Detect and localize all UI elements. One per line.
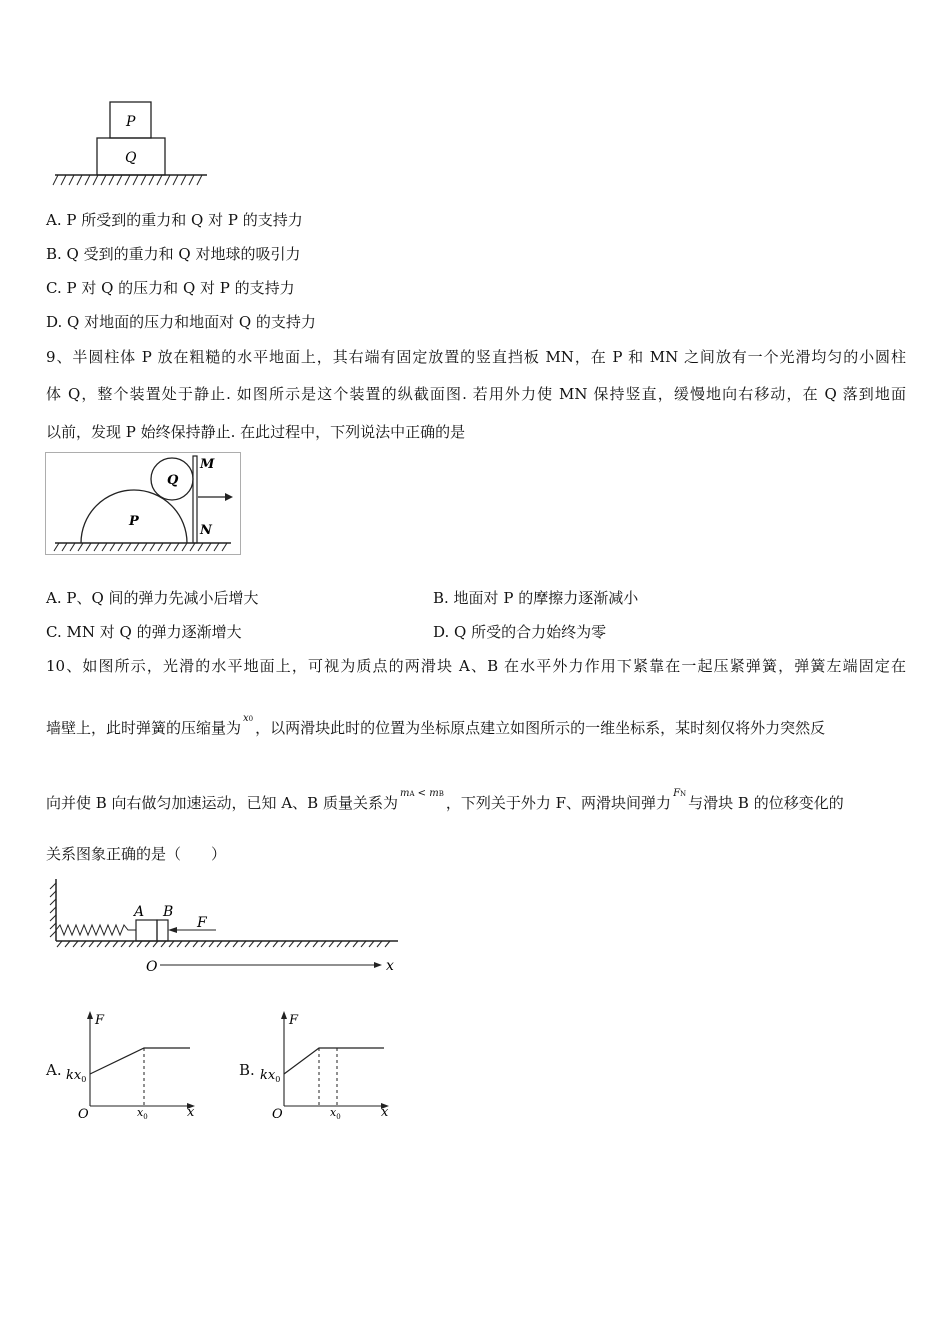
q10-stem-line3 — [46, 788, 844, 815]
cylinder-q-label: Q — [167, 473, 179, 488]
graph-b-x-axis-label: x — [381, 1105, 389, 1120]
q8-option-a: A. P 所受到的重力和 Q 对 P 的支持力 — [46, 211, 303, 229]
q8-option-d: D. Q 对地面的压力和地面对 Q 的支持力 — [46, 313, 316, 331]
q9-stem-line1: 9、半圆柱体 P 放在粗糙的水平地面上，其右端有固定放置的竖直挡板 MN，在 P 和 MN 之间放有一个光滑均匀的小圆柱 — [46, 348, 906, 366]
graph-a-label: A. — [46, 1061, 62, 1079]
graph-b-origin-label: O — [272, 1107, 283, 1122]
mass-relation: mA < mB — [399, 788, 444, 799]
q9-stem-line2: 体 Q，整个装置处于静止. 如图所示是这个装置的纵截面图. 若用外力使 MN 保持竖直，缓慢地向右移动，在 Q 落到地面 — [46, 385, 906, 403]
force-f-label: F — [197, 915, 207, 931]
q10-line2-text-a: 墙壁上，此时弹簧的压缩量为 — [46, 719, 242, 737]
graph-option-b — [256, 1008, 396, 1123]
q8-option-b: B. Q 受到的重力和 Q 对地球的吸引力 — [46, 245, 301, 263]
q10-line3-text-a: 向并使 B 向右做匀加速运动，已知 A、B 质量关系为 — [46, 794, 398, 812]
q10-line3-text-c: 与滑块 B 的位移变化的 — [688, 794, 844, 812]
x0-symbol: x0 — [243, 713, 254, 724]
q9-option-c: C. MN 对 Q 的弹力逐渐增大 — [46, 623, 242, 641]
fn-symbol: FN — [673, 788, 687, 799]
q9-stem-line3: 以前，发现 P 始终保持静止. 在此过程中，下列说法中正确的是 — [46, 423, 466, 441]
block-a-label: A — [134, 904, 145, 920]
half-cylinder-p-label: P — [129, 514, 139, 529]
q10-stem-line2 — [46, 713, 826, 740]
graph-b-y-axis-label: F — [289, 1013, 299, 1028]
q10-line2-text-b: ，以两滑块此时的位置为坐标原点建立如图所示的一维坐标系，某时刻仅将外力突然反 — [255, 719, 826, 737]
axis-x-label: x — [386, 958, 394, 974]
board-m-label: M — [200, 457, 215, 472]
graph-a-origin-label: O — [78, 1107, 89, 1122]
block-b-label: B — [163, 904, 174, 920]
figure-spring-blocks — [46, 873, 404, 978]
graph-a-x-tick-label: $x_0$ — [137, 1106, 148, 1121]
graph-b-x-tick-label: $x_0$ — [330, 1106, 341, 1121]
q9-option-b: B. 地面对 P 的摩擦力逐渐减小 — [433, 589, 639, 607]
figure-p-on-q — [50, 95, 212, 193]
q9-option-d: D. Q 所受的合力始终为零 — [433, 623, 607, 641]
graph-option-a — [62, 1008, 202, 1123]
q8-option-c: C. P 对 Q 的压力和 Q 对 P 的支持力 — [46, 279, 295, 297]
graph-a-x-axis-label: x — [187, 1105, 195, 1120]
q10-stem-line4: 关系图象正确的是（ ） — [46, 845, 227, 863]
graph-a-y-intercept-label: $kx_0$ — [66, 1068, 87, 1084]
board-n-label: N — [200, 523, 212, 538]
graph-b-y-intercept-label: $kx_0$ — [260, 1068, 281, 1084]
q10-line3-text-b: ，下列关于外力 F、两滑块间弹力 — [445, 794, 672, 812]
graph-b-label: B. — [239, 1061, 255, 1079]
block-q-label: Q — [125, 150, 137, 166]
graph-a-y-axis-label: F — [95, 1013, 105, 1028]
q10-stem-line1: 10、如图所示，光滑的水平地面上，可视为质点的两滑块 A、B 在水平外力作用下紧靠在一起压紧弹簧，弹簧左端固定在 — [46, 657, 906, 675]
origin-o-label: O — [146, 959, 158, 975]
block-p-label: P — [126, 114, 136, 130]
q9-option-a: A. P、Q 间的弹力先减小后增大 — [46, 589, 259, 607]
figure-half-cylinder — [45, 452, 241, 555]
